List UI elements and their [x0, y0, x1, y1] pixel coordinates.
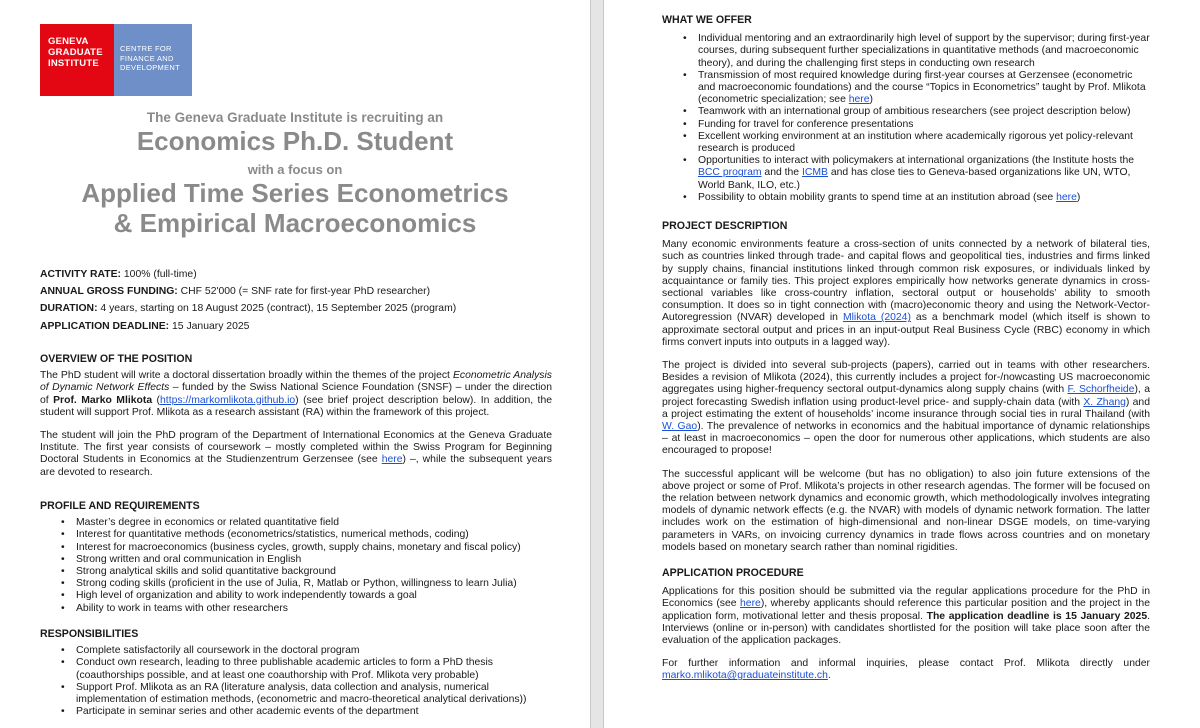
focus-title-line: Applied Time Series Econometrics	[81, 178, 509, 208]
logo-text: GENEVA	[48, 36, 89, 47]
fact-label: ACTIVITY RATE:	[40, 269, 122, 280]
text: Possibility to obtain mobility grants to spend time at an institution abroad (see	[698, 191, 1057, 203]
text: Transmission of most required knowledge during first-year courses at Gerzensee (econometric and macroeconomic foundations) and the course “Topics in Econometrics” taught by Prof. Mlikota (econometric specialization; see	[698, 69, 1146, 106]
section-heading: WHAT WE OFFER	[662, 14, 752, 26]
fact-label: APPLICATION DEADLINE:	[40, 320, 170, 332]
list-item: • Strong coding skills (proficient in the use of Julia, R, Matlab or Python, willingness to learn Julia)	[40, 578, 552, 590]
fact-label: ANNUAL GROSS FUNDING:	[40, 286, 178, 298]
list-item: • Ability to work in teams with other researchers	[40, 603, 552, 615]
list-item: • Strong written and oral communication in English	[40, 554, 552, 566]
email-link[interactable]: marko.mlikota@graduateinstitute.ch	[662, 670, 828, 682]
list-item: • Complete satisfactorily all coursework in the doctoral program	[40, 645, 552, 657]
project-section	[662, 220, 1150, 554]
text: ), a project forecasting Swedish inflation using product-level price- and supply-chain data (with	[662, 384, 1150, 408]
text: ), whereby applicants should reference this particular position and the project in the application form, motivational letter and thesis proposal.	[662, 598, 1150, 622]
list-item: • Support Prof. Mlikota as an RA (literature analysis, data collection and analysis, numerical implementation of estimation methods, (econometric and macro-theoretical analytical derivations))	[40, 682, 552, 706]
course-link[interactable]: here	[848, 94, 870, 106]
text: . Interviews (online or in-person) with candidates shortlisted for the position will take place soon after the evaluation of the application packages.	[662, 610, 1151, 647]
logo-blue-block	[114, 24, 192, 96]
section-heading: RESPONSIBILITIES	[40, 628, 139, 640]
list-item	[662, 192, 1150, 204]
coauthor-link[interactable]: W. Gao	[662, 421, 698, 433]
overview-section	[40, 353, 552, 479]
fact-value: 15 January 2025	[169, 320, 250, 332]
text: ) and a project estimating the extent of households’ income insurance through social ties in rural Thailand (with	[662, 396, 1150, 420]
application-section	[662, 567, 1150, 683]
logo-text: FINANCE AND	[120, 53, 174, 63]
position-title: Economics Ph.D. Student	[136, 126, 454, 156]
institute-logo	[40, 24, 192, 96]
homepage-link[interactable]: https://markomlikota.github.io	[160, 394, 296, 406]
focus-intro: with a focus on	[247, 162, 343, 177]
fact-value: CHF 52'000 (= SNF rate for first-year PhD researcher)	[177, 286, 431, 298]
fact-row	[40, 303, 552, 315]
text: – funded by the Swiss National Science Foundation (SNSF) – under the direction of	[40, 382, 552, 406]
page-divider	[590, 0, 604, 728]
logo-text: CENTRE FOR	[120, 44, 172, 53]
fact-row	[40, 321, 552, 333]
list-item: • Participate in seminar series and other academic events of the department	[40, 706, 552, 718]
project-paragraph	[662, 239, 1150, 349]
text: The project is divided into several sub-projects (papers), carried out in teams with other researchers. Besides a revision of Mlikota (2024), this currently includes a project for-/nowcasting US macroeconomic aggregates using higher-frequency sectoral output-dynamics along supply chains (with	[662, 360, 1150, 396]
icmb-link[interactable]: ICMB	[801, 167, 828, 179]
text: ). The prevalence of networks in economics and the habitual importance of dynamic relationships – at least in macroeconomics – open the door for numerous other applications, which students are also encouraged to propose!	[662, 421, 1150, 457]
text: and the	[761, 167, 802, 179]
document-page-1	[0, 0, 590, 728]
text: Opportunities to interact with policymakers at international organizations (the Institute hosts the	[698, 155, 1135, 167]
responsibilities-list	[40, 645, 552, 718]
coauthor-link[interactable]: F. Schorfheide	[1067, 384, 1135, 396]
title-intro: The Geneva Graduate Institute is recruiting an	[146, 110, 444, 125]
list-item: • Funding for travel for conference presentations	[662, 119, 1150, 131]
section-heading: PROJECT DESCRIPTION	[662, 220, 788, 232]
deadline-text: The application deadline is 15 January 2025	[926, 610, 1148, 622]
fact-value: 100% (full-time)	[121, 269, 197, 280]
offer-list	[662, 33, 1150, 204]
text: and has close ties to Geneva-based organizations like UN, WTO, World Bank, ILO, etc.)	[698, 167, 1131, 191]
application-paragraph	[662, 658, 1150, 682]
focus-title	[0, 178, 590, 238]
fact-row	[40, 269, 552, 281]
project-title: Econometric Analysis of Dynamic Network Effects	[40, 370, 552, 394]
document-page-2	[604, 0, 1200, 728]
fact-label: DURATION:	[40, 303, 98, 315]
profile-list	[40, 517, 552, 615]
text: )	[869, 94, 874, 106]
overview-paragraph	[40, 370, 552, 419]
text: .	[827, 670, 831, 682]
list-item	[662, 70, 1150, 107]
gerzensee-link[interactable]: here	[381, 454, 403, 466]
text: The PhD student will write a doctoral dissertation broadly within the themes of the project	[40, 370, 453, 382]
text: Many economic environments feature a cross-section of units connected by a network of bilateral ties, such as countries linked through trade- and capital flows and geopolitical ties, industries and firms linked by supply chains, financial institutions linked through common risk exposures, or individuals linked by acquaintance or family ties. This project explores empirically how networks generate dynamics in cross-sectional variables like cross-country inflation, sectoral output or households’ ability to smooth consumption. It does so in tight connection with (macro)economic theory and using the Network-Vector-Autoregression (NVAR) developed in	[662, 239, 1150, 324]
section-heading: PROFILE AND REQUIREMENTS	[40, 500, 200, 512]
logo-text: INSTITUTE	[48, 58, 99, 69]
list-item	[662, 155, 1150, 192]
overview-paragraph	[40, 430, 552, 479]
professor-name: Prof. Marko Mlikota	[53, 394, 153, 406]
paper-link[interactable]: Mlikota (2024)	[842, 312, 911, 324]
text: Applications for this position should be submitted via the regular applications procedure for the PhD in Economics (see	[662, 586, 1150, 610]
profile-section	[40, 500, 552, 615]
list-item: • Interest for macroeconomics (business cycles, growth, supply chains, monetary and fiscal policy)	[40, 542, 552, 554]
project-paragraph: The successful applicant will be welcome (but has no obligation) to also join future extensions of the above project or some of Prof. Mlikota’s projects in other research agendas. The former will be focused on the relation between network dynamics and economic growth, which methodologically involves integrating models of dynamic network effects (e.g. the NVAR) with models of dynamic network formation. The latter includes work on the estimation of high-dimensional and non-linear DSGE models, on time-varying parameters in VARs, on invoicing currency dynamics in trade flows across countries and on monetary models based on monetary search rather than nominal rigidities.	[662, 468, 1150, 553]
list-item: • Teamwork with an international group of ambitious researchers (see project description below)	[662, 106, 1150, 118]
text: as a benchmark model (which itself is shown to approximate sectoral output and prices in an input-output Real Business Cycle (RBC) economy in which firms convert inputs into outputs in a lagged way).	[662, 312, 1150, 348]
logo-text: DEVELOPMENT	[120, 63, 180, 72]
application-paragraph	[662, 586, 1150, 647]
bcc-program-link[interactable]: BCC program	[698, 167, 762, 179]
application-link[interactable]: here	[740, 598, 761, 610]
text: ) (see brief project description below). In addition, the student will support Prof. Mlikota as a research assistant (RA) within the framework of this project.	[40, 394, 552, 418]
text: For further information and informal inquiries, please contact Prof. Mlikota directly under	[662, 658, 1150, 670]
coauthor-link[interactable]: X. Zhang	[1083, 396, 1126, 408]
focus-title-line: & Empirical Macroeconomics	[113, 208, 477, 238]
key-facts	[40, 269, 552, 338]
text: ) –, while the subsequent years are devoted to research.	[40, 454, 552, 478]
offer-section	[662, 14, 1150, 204]
list-item: • High level of organization and ability to work independently towards a goal	[40, 590, 552, 602]
logo-red-block	[40, 24, 114, 96]
text: (	[152, 394, 161, 406]
text: The student will join the PhD program of the Department of International Economics at the Geneva Graduate Institute. The first year consists of coursework – mostly completed within the Swiss Program for Beginning Doctoral Students in Economics at the Studienzentrum Gerzensee (see	[40, 430, 552, 466]
list-item: • Conduct own research, leading to three publishable academic articles to form a PhD thesis (coauthorships possible, and at least one coauthorship with Prof. Mlikota very probable)	[40, 657, 552, 681]
list-item: • Master’s degree in economics or related quantitative field	[40, 517, 552, 529]
text: )	[1076, 191, 1081, 203]
section-heading: OVERVIEW OF THE POSITION	[40, 353, 193, 365]
list-item: • Interest for quantitative methods (econometrics/statistics, numerical methods, coding)	[40, 529, 552, 541]
logo-text: GRADUATE	[48, 47, 103, 58]
fact-value: 4 years, starting on 18 August 2025 (contract), 15 September 2025 (program)	[97, 303, 457, 315]
list-item: • Strong analytical skills and solid quantitative background	[40, 566, 552, 578]
list-item: • Individual mentoring and an extraordinarily high level of support by the supervisor; during first-year courses, during subsequent further specializations in quantitative methods (and macroeconomic theory), and during the challenging first steps in conducting own research	[662, 33, 1150, 70]
project-paragraph	[662, 360, 1150, 458]
list-item: • Excellent working environment at an institution where academically rigorous yet policy-relevant research is produced	[662, 131, 1150, 155]
responsibilities-section	[40, 628, 552, 718]
fact-row	[40, 286, 552, 298]
mobility-grants-link[interactable]: here	[1056, 191, 1077, 203]
section-heading: APPLICATION PROCEDURE	[662, 567, 804, 579]
